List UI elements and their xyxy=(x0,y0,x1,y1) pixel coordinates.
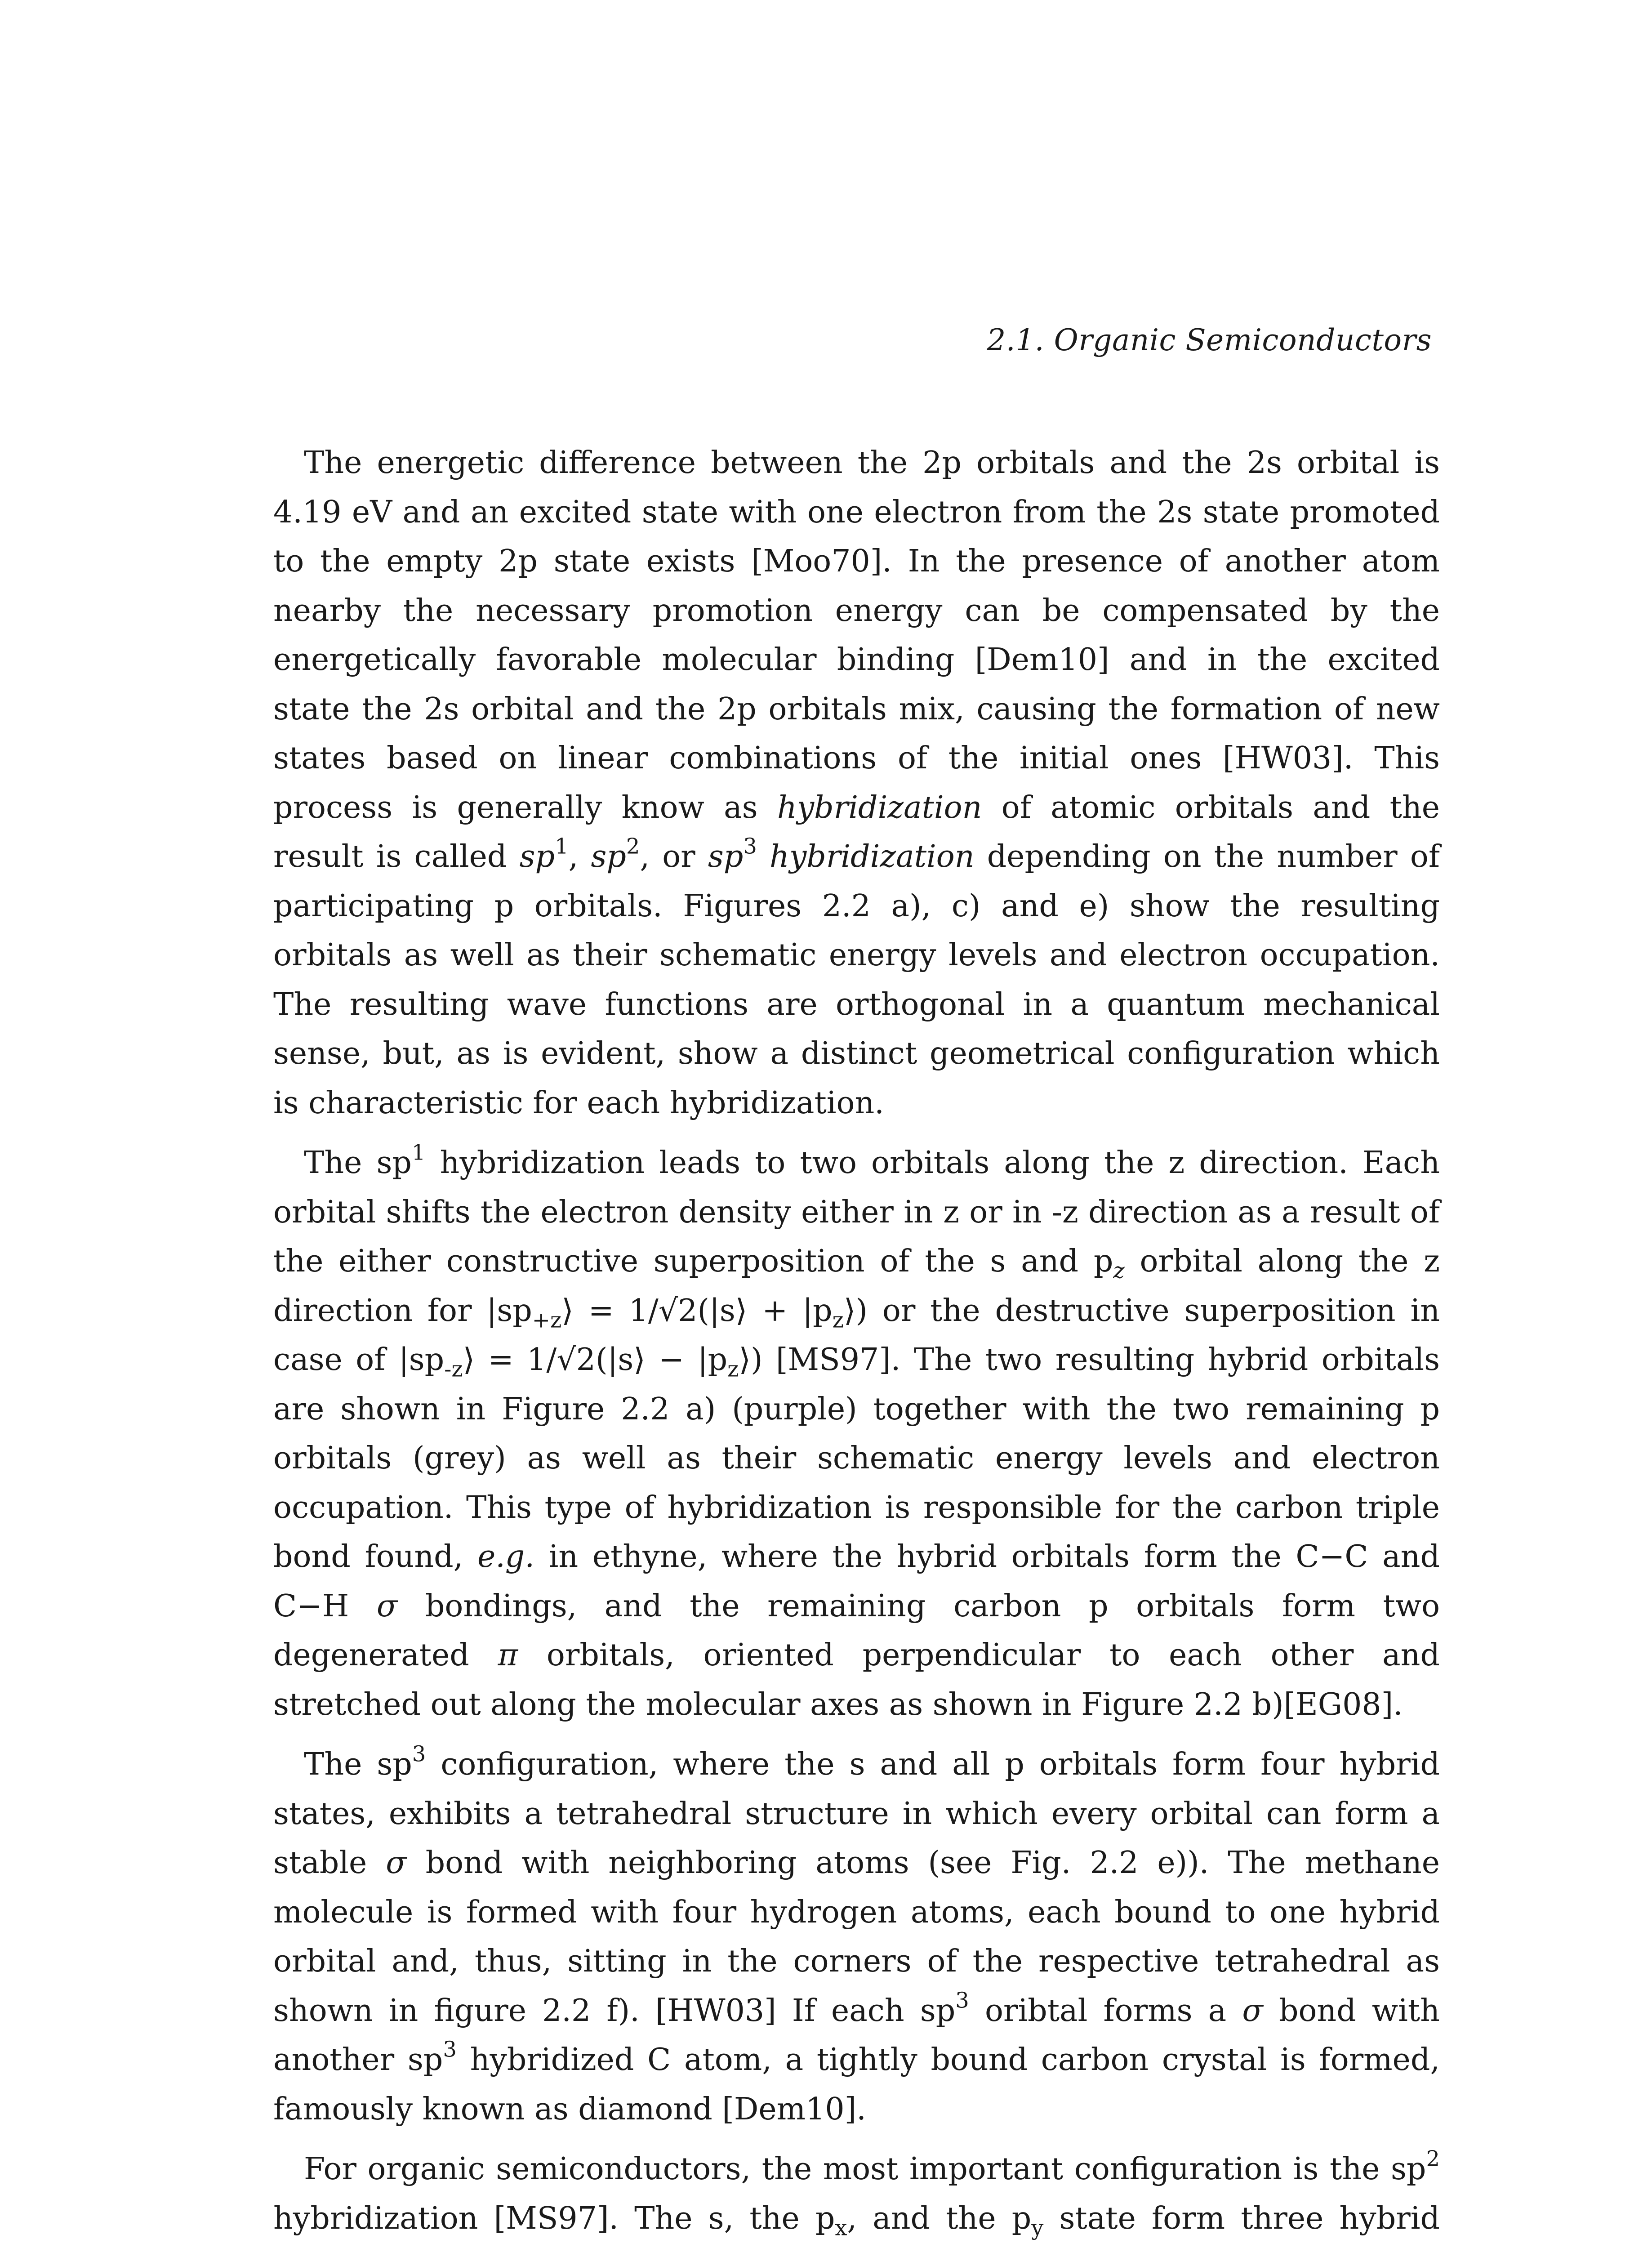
superscript: 3 xyxy=(412,1741,426,1767)
text: The sp xyxy=(304,1145,412,1181)
text: For organic semiconductors, the most important configuration is the sp xyxy=(304,2151,1426,2187)
pi-symbol: π xyxy=(498,1637,518,1673)
superscript: 3 xyxy=(743,834,757,859)
text: ⟩ = xyxy=(463,1342,527,1378)
paragraph-sp3 xyxy=(273,1740,1440,2134)
superscript: 1 xyxy=(411,1140,426,1165)
superscript: 3 xyxy=(955,1987,969,2013)
emphasis-term: hybridization xyxy=(757,839,975,874)
fraction: 1/√2 xyxy=(628,1293,698,1329)
text: orbitals, oriented perpendicular to each other and stretched out along the molecular axes as shown in Figure 2.2 b)[EG08]. xyxy=(273,1637,1440,1722)
paragraph-sp2 xyxy=(273,2145,1440,2248)
superscript: 2 xyxy=(1426,2146,1440,2172)
text: orbital along the z direction for |sp xyxy=(273,1244,1440,1329)
text: oribtal forms a xyxy=(969,1993,1242,2029)
text: (|s⟩ + |p xyxy=(697,1293,833,1329)
text: , and the p xyxy=(847,2200,1032,2236)
paragraph-sp1 xyxy=(273,1138,1440,1729)
sigma-symbol: σ xyxy=(386,1845,407,1881)
subscript: x xyxy=(835,2215,847,2240)
term-sp: sp xyxy=(519,839,555,874)
text: in ethyne, where the hybrid orbitals form the C−C and C−H xyxy=(273,1539,1440,1624)
sigma-symbol: σ xyxy=(376,1588,398,1624)
text: ⟩ = xyxy=(561,1293,629,1329)
text: configuration, where the s and all p orbitals form four hybrid states, exhibits a tetrahedral structure in which every orbital can form a stable xyxy=(273,1747,1440,1881)
term-sp: sp xyxy=(708,839,744,874)
sigma-symbol: σ xyxy=(1242,1993,1263,2029)
paragraph-hybridization-intro xyxy=(273,438,1440,1128)
emphasis-term: e.g. xyxy=(477,1539,534,1574)
text: The sp xyxy=(304,1747,412,1782)
text: depending on the number of participating p orbitals. Figures 2.2 a), c) and e) show the resulting orbitals as well as their schematic energy levels and electron occupation. The resulting wave functions are orthogonal in a quantum mechanical sense, but, as is evident, show a distinct geometrical configuration which is characteristic for each hybridization. xyxy=(273,839,1440,1121)
subscript: z xyxy=(1113,1258,1125,1284)
text: state form three hybrid xyxy=(1059,2200,1440,2236)
superscript: 3 xyxy=(443,2037,457,2062)
running-header: 2.1. Organic Semiconductors xyxy=(987,323,1432,357)
text: hybridized C atom, a tightly bound carbon crystal is formed, famously known as diamond [Dem10]. xyxy=(273,2042,1440,2127)
superscript: 1 xyxy=(555,834,569,859)
text: ⟩) or the destructive superposition in case of |sp xyxy=(273,1293,1440,1378)
text: bond with neighboring atoms (see Fig. 2.2 e)). The methane molecule is formed with four hydrogen atoms, each bound to one hybrid orbital and, thus, sitting in the corners of the respective tetrahedral as shown in figure 2.2 f). [HW03] If each sp xyxy=(273,1845,1440,2029)
text: , xyxy=(568,839,591,874)
term-sp: sp xyxy=(591,839,626,874)
fraction: 1/√2 xyxy=(527,1342,596,1378)
subscript: -z xyxy=(444,1356,463,1382)
subscript: z xyxy=(727,1356,739,1382)
text: of atomic orbitals and the result is called xyxy=(273,789,1440,874)
text: (|s⟩ − |p xyxy=(595,1342,728,1378)
text: hybridization leads to two orbitals along the z direction. Each orbital shifts the electron density either in z or in -z direction as a result of the either constructive superposition of the s and p xyxy=(273,1145,1440,1279)
emphasis-term: hybridization xyxy=(777,789,982,825)
text: bond with another sp xyxy=(273,1993,1440,2078)
text: hybridization [MS97]. The s, the p xyxy=(273,2200,835,2236)
text: , or xyxy=(640,839,708,874)
subscript: z xyxy=(832,1307,844,1333)
subscript: +z xyxy=(532,1307,562,1333)
text: bondings, and the remaining carbon p orbitals form two degenerated xyxy=(273,1588,1440,1673)
body-text xyxy=(273,438,1440,2248)
text: ⟩) [MS97]. The two resulting hybrid orbitals are shown in Figure 2.2 a) (purple) together with the two remaining p orbitals (grey) as well as their schematic energy levels and electron occupation. This type of hybridization is responsible for the carbon triple bond found, xyxy=(273,1342,1440,1574)
text: The energetic difference between the 2p orbitals and the 2s orbital is 4.19 eV and an excited state with one electron from the 2s state promoted to the empty 2p state exists [Moo70]. In the presence of another atom nearby the necessary promotion energy can be compensated by the energetically favorable molecular binding [Dem10] and in the excited state the 2s orbital and the 2p orbitals mix, causing the formation of new states based on linear combinations of the initial ones [HW03]. This process is generally know as xyxy=(273,445,1440,825)
subscript: y xyxy=(1031,2215,1044,2240)
superscript: 2 xyxy=(626,834,640,859)
